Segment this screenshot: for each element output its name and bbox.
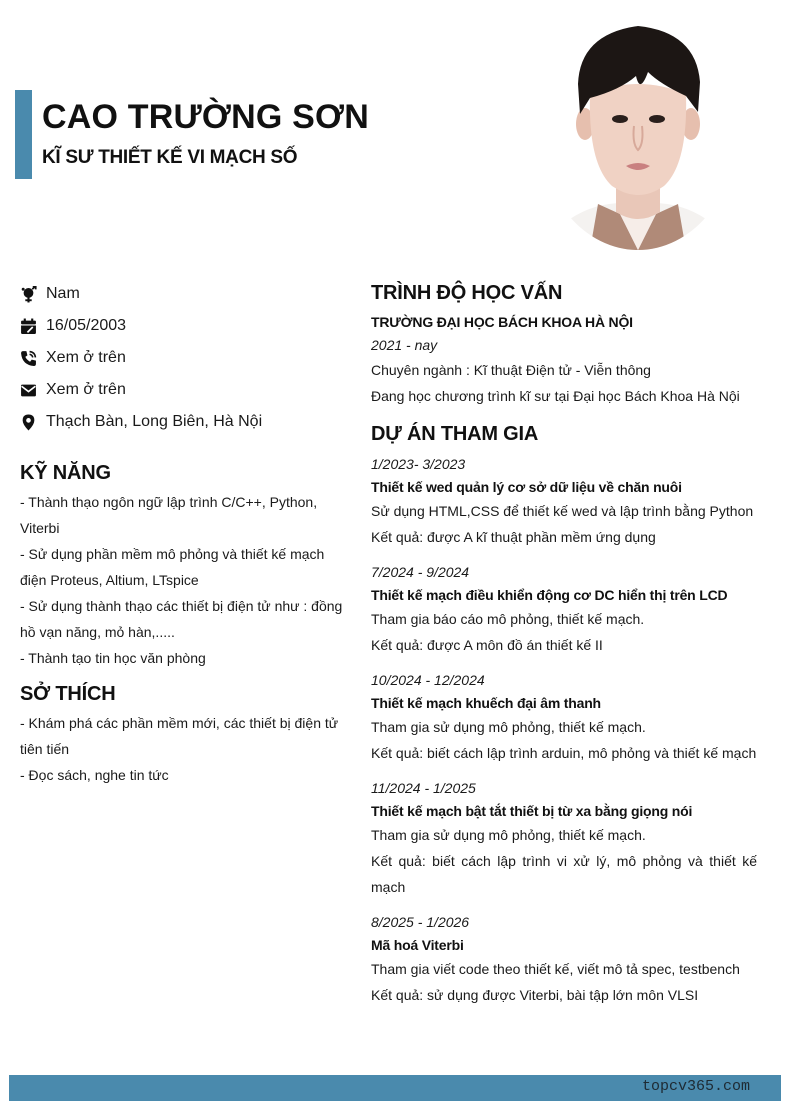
project-date: 11/2024 - 1/2025 <box>371 780 476 796</box>
header-accent-bar <box>15 90 32 179</box>
project-title: Thiết kế wed quản lý cơ sở dữ liệu về chăn nuôi <box>371 479 682 495</box>
project-description: Sử dụng HTML,CSS để thiết kế wed và lập trình bằng Python <box>371 503 754 519</box>
education-entry <box>371 311 757 409</box>
left-column <box>20 278 350 788</box>
project-date: 1/2023- 3/2023 <box>371 456 466 472</box>
education-date: 2021 - nay <box>371 337 438 353</box>
project-item <box>371 668 757 766</box>
contact-birthday <box>20 310 350 342</box>
skill-item: - Thành thạo ngôn ngữ lập trình C/C++, Python, Viterbi <box>20 494 318 536</box>
phone-icon[interactable] <box>20 350 37 367</box>
project-title: Thiết kế mạch khuếch đại âm thanh <box>371 695 601 711</box>
project-description: Tham gia báo cáo mô phỏng, thiết kế mạch. <box>371 611 645 627</box>
skill-item: - Sử dụng phần mềm mô phỏng và thiết kế mạch điện Proteus, Altium, LTspice <box>20 546 325 588</box>
education-heading: TRÌNH ĐỘ HỌC VẤN <box>371 282 563 304</box>
gender-value: Nam <box>46 285 80 302</box>
project-date: 7/2024 - 9/2024 <box>371 564 470 580</box>
profile-photo <box>540 14 736 250</box>
birthday-value: 16/05/2003 <box>46 317 127 334</box>
project-item <box>371 560 757 658</box>
contact-address <box>20 406 350 438</box>
hobby-item: - Khám phá các phần mềm mới, các thiết bị điện tử tiên tiến <box>20 715 339 757</box>
job-title: KĨ SƯ THIẾT KẾ VI MẠCH SỐ <box>42 147 298 168</box>
project-title: Thiết kế mạch điều khiển động cơ DC hiển thị trên LCD <box>371 587 728 603</box>
email-value: Xem ở trên <box>46 381 126 398</box>
hobbies-list <box>20 710 350 788</box>
hobby-item: - Đọc sách, nghe tin tức <box>20 767 169 783</box>
education-major: Chuyên ngành : Kĩ thuật Điện tử - Viễn thông <box>371 362 651 378</box>
project-result: Kết quả: biết cách lập trình arduin, mô phỏng và thiết kế mạch <box>371 745 757 761</box>
project-result: Kết quả: được A môn đồ án thiết kế II <box>371 637 603 653</box>
skills-heading: KỸ NĂNG <box>20 462 111 484</box>
contact-gender <box>20 278 350 310</box>
contact-list <box>20 278 350 438</box>
skills-list <box>20 489 350 671</box>
candidate-name: CAO TRƯỜNG SƠN <box>42 98 370 136</box>
envelope-icon[interactable] <box>20 382 37 399</box>
project-title: Mã hoá Viterbi <box>371 937 464 953</box>
project-date: 8/2025 - 1/2026 <box>371 914 470 930</box>
project-result: Kết quả: được A kĩ thuật phần mềm ứng dụng <box>371 529 656 545</box>
contact-email <box>20 374 350 406</box>
project-item <box>371 910 757 1008</box>
project-description: Tham gia viết code theo thiết kế, viết mô tả spec, testbench <box>371 961 740 977</box>
school-name: TRƯỜNG ĐẠI HỌC BÁCH KHOA HÀ NỘI <box>371 314 633 330</box>
project-description: Tham gia sử dụng mô phỏng, thiết kế mạch. <box>371 719 646 735</box>
gender-icon <box>20 286 37 303</box>
footer-bar <box>9 1075 781 1101</box>
project-result: Kết quả: sử dụng được Viterbi, bài tập lớn môn VLSI <box>371 987 699 1003</box>
project-item <box>371 452 757 550</box>
project-description: Tham gia sử dụng mô phỏng, thiết kế mạch. <box>371 827 646 843</box>
project-item <box>371 776 757 900</box>
education-program: Đang học chương trình kĩ sư tại Đại học Bách Khoa Hà Nội <box>371 388 740 404</box>
map-marker-icon <box>20 414 37 431</box>
project-result: Kết quả: biết cách lập trình vi xử lý, mô phỏng và thiết kế mạch <box>371 853 757 895</box>
project-title: Thiết kế mạch bật tắt thiết bị từ xa bằng giọng nói <box>371 803 693 819</box>
right-column <box>371 282 757 1018</box>
skill-item: - Sử dụng thành thạo các thiết bị điện tử như : đồng hồ vạn năng, mỏ hàn,..... <box>20 598 343 640</box>
address-value: Thạch Bàn, Long Biên, Hà Nội <box>46 413 263 430</box>
footer-watermark: topcv365.com <box>641 1078 750 1095</box>
project-date: 10/2024 - 12/2024 <box>371 672 485 688</box>
projects-heading: DỰ ÁN THAM GIA <box>371 423 539 445</box>
phone-value: Xem ở trên <box>46 349 126 366</box>
hobbies-heading: SỞ THÍCH <box>20 683 116 705</box>
projects-list <box>371 452 757 1008</box>
skill-item: - Thành tạo tin học văn phòng <box>20 650 206 666</box>
contact-phone <box>20 342 350 374</box>
calendar-icon <box>20 318 37 335</box>
